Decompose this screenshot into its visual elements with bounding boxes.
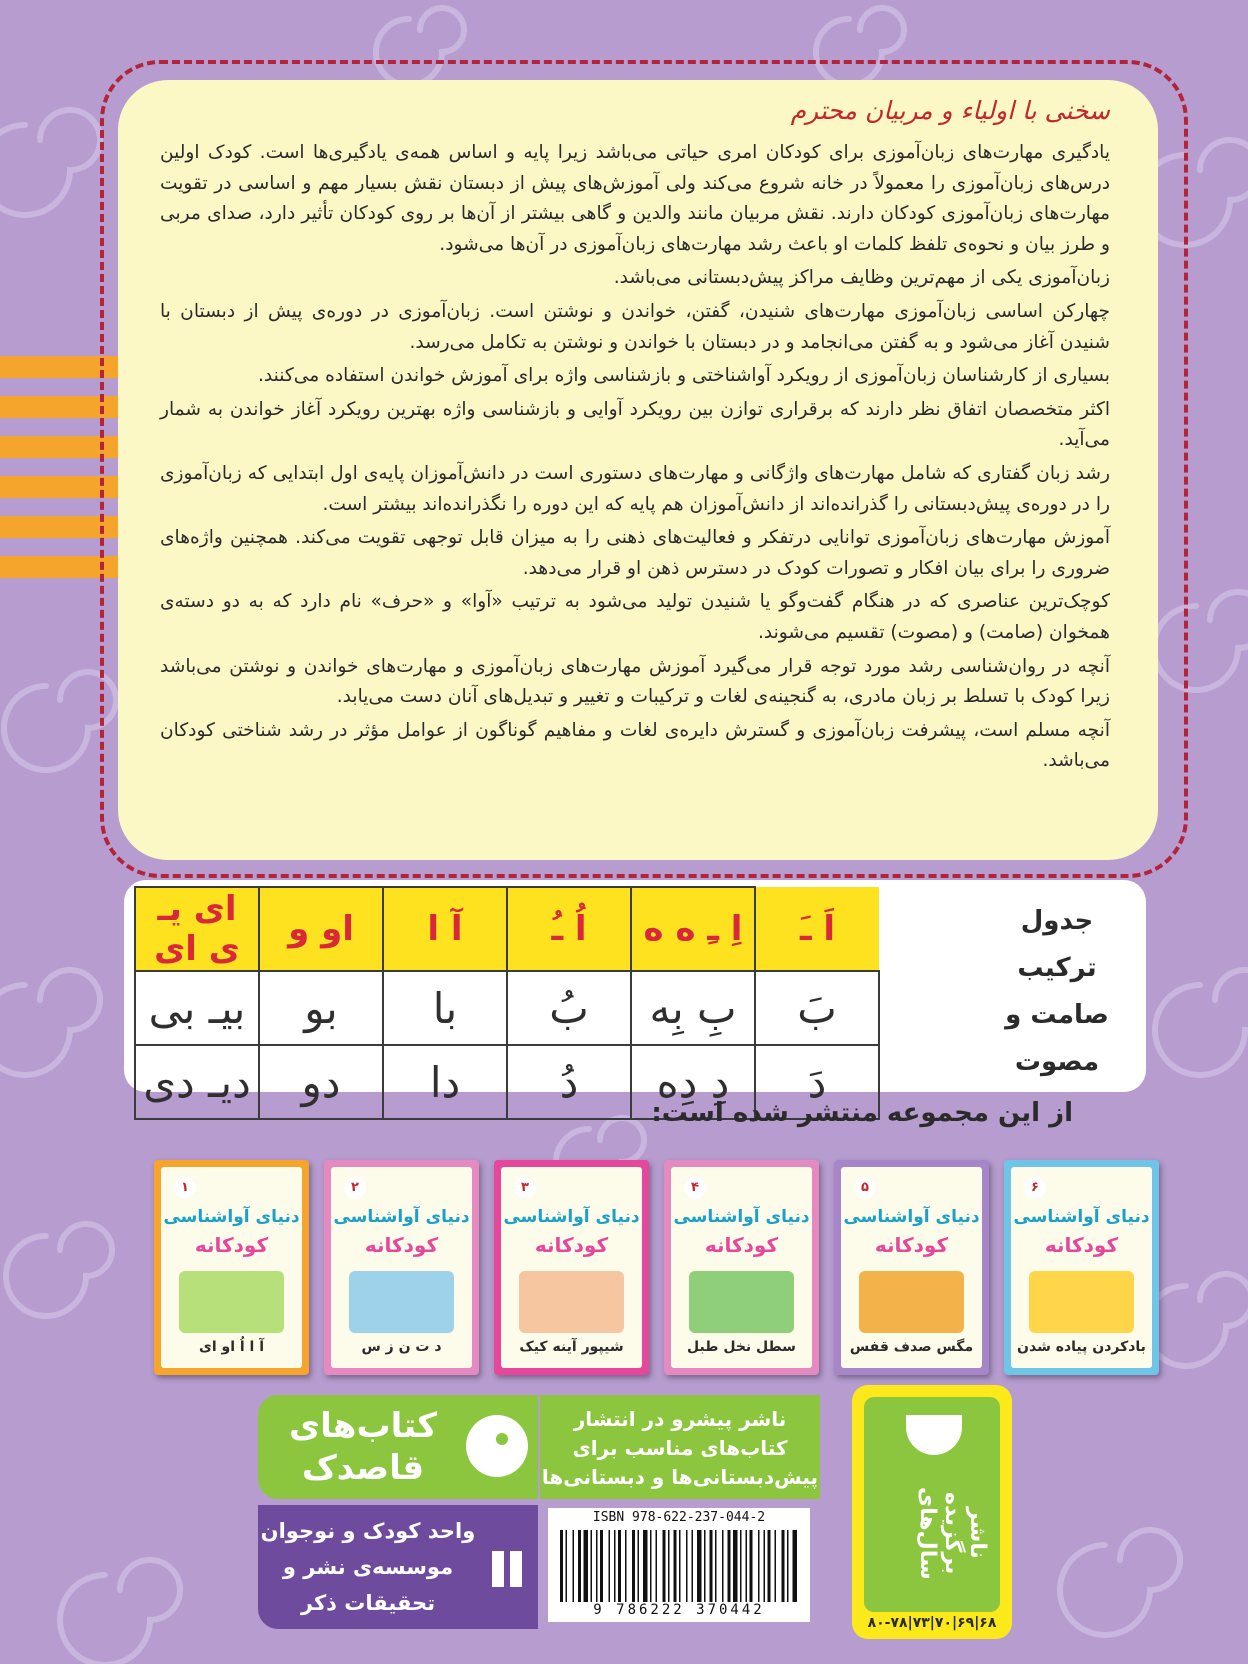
table-cell: دا (383, 1045, 507, 1119)
barcode-bar (625, 1530, 627, 1602)
table-header-cell: ای یـ ی ای (135, 887, 259, 971)
note-paragraph: کوچک‌ترین عناصری که در هنگام گفت‌وگو یا شنیدن تولید می‌شود به ترتیب «آوا» و «حرف» نام دارد که به دو دسته‌ی همخوان (صامت) و (مصوت) تقسیم می‌شوند. (160, 591, 1110, 643)
book-cover-6 (1004, 1160, 1159, 1375)
barcode-bar (591, 1530, 593, 1602)
table-cell: بیـ بی (135, 971, 259, 1045)
table-header-cell: اَ ـَ (755, 887, 879, 971)
award-publisher-logo (852, 1385, 1012, 1639)
barcode-bars (556, 1530, 802, 1602)
barcode-bar (775, 1530, 777, 1602)
publisher-slogan-line: ناشر پیشرو در انتشار (573, 1407, 787, 1431)
publisher-slogan (540, 1405, 820, 1492)
barcode-bar (793, 1530, 798, 1602)
barcode-bar (740, 1530, 742, 1602)
book-cover-3 (494, 1160, 649, 1375)
book-illustration (859, 1271, 964, 1333)
note-paragraph: آنچه مسلم است، پیشرفت زبان‌آموزی و گسترش دایره‌ی لغات و مفاهیم گوناگون از عوامل مؤثر در رشد شناختی کودکان می‌باشد. (160, 719, 1110, 772)
book-number: ۵ (854, 1177, 876, 1199)
barcode-bar (578, 1530, 581, 1602)
barcode-bar (600, 1530, 603, 1602)
table-cell: دو (259, 1045, 383, 1119)
table-label-line: جدول (1020, 906, 1094, 936)
barcode-bar (650, 1530, 652, 1602)
book-words: د ت ن ز س (361, 1339, 442, 1355)
table-cell: بِ بِه (631, 971, 755, 1045)
note-paragraph: رشد زبان گفتاری که شامل مهارت‌های واژگانی و مهارت‌های دستوری است در دانش‌آموزان پایه‌ی اول ابتدایی که زبان‌آموزی را در دوره‌ی پیش‌دبستانی را گذرانده‌اند از دانش‌آموزان هم پایه که این دوره را نگذرانده‌اند بیشتر است. (160, 462, 1110, 515)
note-paragraph: آموزش مهارت‌های زبان‌آموزی توانایی درتفکر و فعالیت‌های ذهنی را به میزان قابل توجهی تقویت می‌کند. همچنین واژه‌های ضروری را برای بیان افکار و تصورات کودک در دسترس ذهن او قرار می‌دهد. (160, 527, 1110, 579)
barcode-bar (704, 1530, 706, 1602)
barcode-bar (697, 1530, 702, 1602)
book-number: ۱ (174, 1177, 196, 1199)
table-cell: دیـ دی (135, 1045, 259, 1119)
barcode-bar (782, 1530, 785, 1602)
table-label-line: صامت و (1005, 1000, 1109, 1030)
barcode-bar (638, 1530, 640, 1602)
book-illustration (349, 1271, 454, 1333)
book-cover-4 (664, 1160, 819, 1375)
book-cover-inner (331, 1167, 472, 1368)
table-cell: بُ (507, 971, 631, 1045)
book-words: سطل نخل طبل (687, 1339, 796, 1355)
barcode-bar (758, 1530, 760, 1602)
note-body (160, 138, 1110, 780)
barcode-bar (566, 1530, 568, 1602)
table-cell: بَ (755, 971, 879, 1045)
bird-icon (466, 1415, 528, 1477)
publisher-unit-line: تحقیقات ذکر (300, 1591, 436, 1615)
table-header-cell: اُ ـُ (507, 887, 631, 971)
barcode-bar (560, 1530, 563, 1602)
book-title: دنیای آواشناسی (673, 1207, 810, 1227)
note-paragraph: چهارکن اساسی زبان‌آموزی مهارت‌های شنیدن، گفتن، خواندن و نوشتن است. زبان‌آموزی در دوره‌ی پیش از دبستان با شنیدن آغاز می‌شود و به گفتن می‌انجامد و در دبستان با خواندن و نوشتن به تکامل می‌رسد. (160, 300, 1110, 353)
book-cover-5 (834, 1160, 989, 1375)
barcode-bar (715, 1530, 717, 1602)
barcode-bar (614, 1530, 616, 1602)
isbn-text: ISBN 978-622-237-044-2 (592, 1510, 766, 1525)
table-header-cell: آ ا (383, 887, 507, 971)
barcode-bar (686, 1530, 688, 1602)
table-header-cell: اِ ـِ ه ه (631, 887, 755, 971)
book-cover-inner (501, 1167, 642, 1368)
table-header-cell: او و (259, 887, 383, 971)
bird-icon (906, 1415, 962, 1455)
barcode-bar (618, 1530, 621, 1602)
vowel-combination-table-card (124, 880, 1146, 1107)
barcode-bar (768, 1530, 771, 1602)
book-cover-inner (1011, 1167, 1152, 1368)
book-illustration (519, 1271, 624, 1333)
book-subtitle: کودکانه (704, 1233, 779, 1257)
barcode-bar (656, 1530, 658, 1602)
table-label-line: ترکیب (1017, 953, 1097, 983)
barcode-bar (710, 1530, 713, 1602)
publisher-unit-line: موسسه‌ی نشر و (282, 1555, 454, 1579)
barcode-bar (692, 1530, 694, 1602)
qasedak-logo-line: کتاب‌های (288, 1406, 438, 1446)
book-words: بادکردن پیاده شدن (1017, 1339, 1146, 1355)
barcode-bar (609, 1530, 611, 1602)
book-subtitle: کودکانه (534, 1233, 609, 1257)
award-logo-text: ناشر برگزیده سال‌های (915, 1486, 990, 1580)
barcode-bar (584, 1530, 589, 1602)
book-cover-inner (671, 1167, 812, 1368)
table-cell: بو (259, 971, 383, 1045)
barcode-bar (596, 1530, 598, 1602)
table-cell: دَ (755, 1045, 879, 1119)
barcode-bar (663, 1530, 666, 1602)
book-cover-2 (324, 1160, 479, 1375)
book-title: دنیای آواشناسی (333, 1207, 470, 1227)
barcode-bar (573, 1530, 575, 1602)
barcode-bar (643, 1530, 648, 1602)
book-cover-1 (154, 1160, 309, 1375)
note-panel (118, 80, 1158, 860)
table-cell: دِ دِه (631, 1045, 755, 1119)
book-cover-inner (161, 1167, 302, 1368)
book-subtitle: کودکانه (874, 1233, 949, 1257)
qasedak-logo-line: قاصدک (301, 1448, 425, 1488)
barcode-bar (679, 1530, 681, 1602)
note-paragraph: اکثر متخصصان اتفاق نظر دارند که برقراری توازن بین رویکرد آوایی و بازشناسی واژه بهترین رویکرد آغاز خواندن به شمار می‌آید. (160, 398, 1110, 451)
book-subtitle: کودکانه (1044, 1233, 1119, 1257)
book-number: ۳ (514, 1177, 536, 1199)
qasedak-logo-text (258, 1405, 468, 1489)
note-paragraph: آنچه در روان‌شناسی رشد مورد توجه قرار می‌گیرد آموزش مهارت‌های زبان‌آموزی و مهارت‌های خواندن و نوشتن می‌باشد زیرا کودک با تسلط بر زبان مادری، به گنجینه‌ی لغات و ترکیبات و تغییر و تبدیل‌های آنان دست می‌یابد. (160, 655, 1110, 708)
note-paragraph: یادگیری مهارت‌های زبان‌آموزی برای کودکان امری حیاتی می‌باشد زیرا پایه و اساس همه‌ی یادگیری‌ها است. کودک اولین درس‌های زبان‌آموزی را معمولاً در خانه شروع می‌کند ولی آموزش‌های پیش از دبستان نقش بسیار مهم و اساسی در تقویت مهارت‌های زبان‌آموزی کودکان دارند. نقش مربیان مانند والدین و گاهی بیشتر از آن‌ها بر روی کودکان تأثیر دارد، صدای مربی و طرز بیان و نحوه‌ی تلفظ کلمات او باعث رشد مهارت‌های زبان‌آموزی در آن‌ها می‌شود. (160, 142, 1110, 255)
table-cell: دُ (507, 1045, 631, 1119)
book-number: ۲ (344, 1177, 366, 1199)
barcode-bar (764, 1530, 766, 1602)
bird-eye-icon (496, 1433, 508, 1445)
series-published-line: از این مجموعه منتشر شده است: (651, 1098, 1073, 1128)
publisher-slogan-box (540, 1395, 820, 1499)
note-paragraph: زبان‌آموزی یکی از مهم‌ترین وظایف مراکز پیش‌دبستانی می‌باشد. (613, 267, 1110, 289)
book-cover-inner (841, 1167, 982, 1368)
book-title: دنیای آواشناسی (1013, 1207, 1150, 1227)
book-subtitle: کودکانه (194, 1233, 269, 1257)
zekr-logo-icon (490, 1547, 524, 1591)
barcode-bar (674, 1530, 677, 1602)
book-number: ۶ (1024, 1177, 1046, 1199)
publisher-unit-line: واحد کودک و نوجوان (260, 1519, 476, 1543)
publisher-slogan-line: کتاب‌های مناسب برای (572, 1436, 788, 1460)
publisher-unit-text (258, 1513, 478, 1621)
award-logo-panel (864, 1397, 1000, 1612)
book-words: شیپور آینه کیک (519, 1339, 624, 1355)
book-words: آ ا اُ او ای (198, 1339, 265, 1355)
publisher-unit-box (258, 1505, 538, 1629)
barcode-bar (750, 1530, 753, 1602)
book-title: دنیای آواشناسی (843, 1207, 980, 1227)
book-illustration (179, 1271, 284, 1333)
isbn-barcode (548, 1508, 810, 1622)
barcode-bar (632, 1530, 635, 1602)
barcode-bar (722, 1530, 724, 1602)
vowel-combination-table (134, 886, 880, 1120)
book-illustration (689, 1271, 794, 1333)
barcode-bar (746, 1530, 748, 1602)
note-title: سخنی با اولیاء و مربیان محترم (790, 96, 1110, 125)
book-illustration (1029, 1271, 1134, 1333)
barcode-bar (668, 1530, 670, 1602)
book-number: ۴ (684, 1177, 706, 1199)
book-subtitle: کودکانه (364, 1233, 439, 1257)
qasedak-books-logo (258, 1395, 538, 1499)
barcode-digits: 9 786222 370442 (593, 1602, 765, 1618)
table-label (982, 898, 1132, 1086)
barcode-bar (733, 1530, 738, 1602)
award-years: ۸۰-۷۸|۷۳|۷۰|۶۹|۶۸ (867, 1615, 997, 1631)
book-title: دنیای آواشناسی (163, 1207, 300, 1227)
note-paragraph: بسیاری از کارشناسان زبان‌آموزی از رویکرد آواشناختی و بازشناسی واژه برای آموزش خواندن استفاده می‌کنند. (258, 365, 1110, 387)
publisher-slogan-line: پیش‌دبستانی‌ها و دبستانی‌ها (541, 1465, 819, 1489)
barcode-bar (728, 1530, 731, 1602)
table-label-line: مصوت (1014, 1047, 1100, 1077)
book-words: مگس صدف قفس (849, 1339, 974, 1355)
barcode-bar (787, 1530, 789, 1602)
book-title: دنیای آواشناسی (503, 1207, 640, 1227)
table-cell: با (383, 971, 507, 1045)
